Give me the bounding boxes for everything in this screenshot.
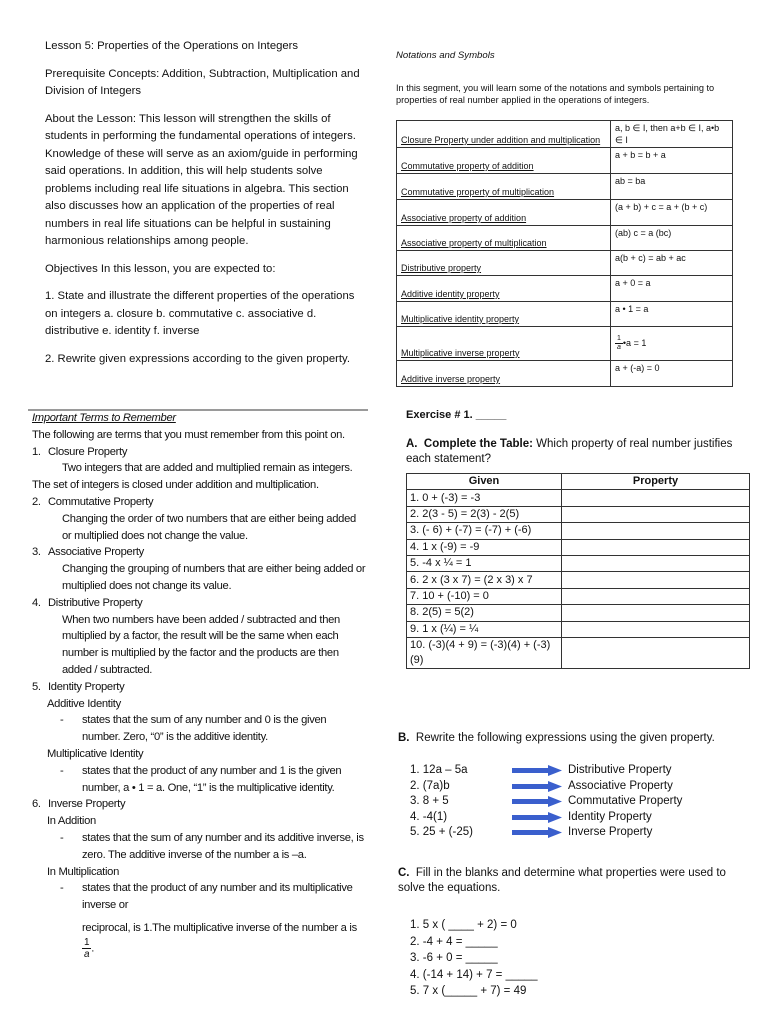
term-associative: 3. Associative Property (32, 546, 144, 559)
notations-title: Notations and Symbols (396, 50, 495, 61)
notation-symbol: $\frac{1}{a}$ •a = 1 (611, 327, 733, 361)
exercise-row (407, 555, 750, 571)
right-arrow-icon (512, 796, 562, 807)
term-commutative-desc: Changing the order of two numbers that are either being added or multiplied does not change the value. (62, 512, 356, 542)
given-statement: 1. 0 + (-3) = -3 (407, 490, 562, 506)
notation-row (397, 327, 733, 361)
exercise-row (407, 539, 750, 555)
lesson-intro (45, 38, 360, 378)
notation-property-name: Associative property of multiplication (401, 238, 547, 248)
term-additive-identity-desc: - states that the sum of any number and 0 is the given number. Zero, “0” is the additive identity. (60, 714, 327, 744)
rewrite-property: Distributive Property (568, 764, 672, 776)
notation-property-name: Multiplicative identity property (401, 314, 520, 324)
property-answer-cell[interactable] (562, 523, 750, 539)
rewrite-expression: 5. 25 + (-25) (410, 826, 473, 838)
term-distributive-desc: When two numbers have been added / subtracted and then multiplied by a factor, the result will be the same when each number is multiplied by the factor and the products are then added / subtracted. (62, 613, 340, 676)
notation-row (397, 121, 733, 148)
fill-item: 2. -4 + 4 = _____ (410, 935, 498, 948)
terms-intro: The following are terms that you must remember from this point on. (32, 428, 345, 441)
rewrite-property: Commutative Property (568, 795, 683, 807)
given-statement: 2. 2(3 - 5) = 2(3) - 2(5) (407, 506, 562, 522)
notation-row (397, 361, 733, 387)
notation-property-name: Additive inverse property (401, 374, 501, 384)
section-b-instructions: B. Rewrite the following expressions using the given property. (398, 732, 715, 744)
term-multiplicative-identity-desc: - states that the product of any number and 1 is the given number, a • 1 = a. One, “1” is the multiplicative identity. (60, 764, 342, 794)
given-statement: 4. 1 x (-9) = -9 (407, 539, 562, 555)
given-statement: 7. 10 + (-10) = 0 (407, 588, 562, 604)
term-inverse: 6. Inverse Property (32, 798, 126, 811)
lesson-about: About the Lesson: This lesson will strengthen the skills of students in performing the fundamental operations of integers. Knowledge of these will serve as an axiom/guide in performing said operations. In addition, this will help students solve problems including real life situations in algebra. This section also discusses how an application of the properties of real numbers in real life situations can be helpful in sustaining harmonious relationships among people. (45, 112, 358, 247)
reciprocal-fraction: $\frac{1}{a}$ (84, 936, 90, 960)
fill-item: 3. -6 + 0 = _____ (410, 952, 498, 964)
exercise-row (407, 605, 750, 621)
notation-property-name: Distributive property (401, 263, 482, 273)
term-associative-desc: Changing the grouping of numbers that are either being added or multiplied does not change its value. (62, 563, 366, 592)
exercise-row (407, 506, 750, 522)
notation-symbol: ab = ba (611, 174, 733, 200)
notations-section (396, 50, 726, 387)
term-inverse-multiplication-desc-2: reciprocal, is 1.The multiplicative inverse of the number a is $\frac{1}{a}$ . (82, 921, 357, 960)
right-arrow-icon (512, 827, 562, 838)
reciprocal-fraction: $\frac{1}{a}$ (617, 335, 621, 351)
rewrite-item (410, 763, 730, 779)
notation-symbol: a + b = b + a (611, 148, 733, 174)
rewrite-list (410, 763, 730, 841)
notation-symbol: a • 1 = a (611, 302, 733, 327)
term-inverse-multiplication-desc: - states that the product of any number and its multiplicative inverse or (60, 882, 353, 912)
fill-item: 4. (-14 + 14) + 7 = _____ (410, 968, 538, 981)
property-answer-cell[interactable] (562, 490, 750, 506)
col-property: Property (562, 474, 750, 490)
fill-item: 1. 5 x ( ____ + 2) = 0 (410, 919, 517, 931)
col-given: Given (407, 474, 562, 490)
exercise-row (407, 523, 750, 539)
given-statement: 5. -4 x ¼ = 1 (407, 555, 562, 571)
given-statement: 9. 1 x (¼) = ¼ (407, 621, 562, 637)
term-inverse-addition: In Addition (47, 815, 96, 828)
notation-property-name: Commutative property of multiplication (401, 187, 555, 197)
right-arrow-icon (512, 812, 562, 823)
right-arrow-icon (512, 765, 562, 776)
rewrite-expression: 4. -4(1) (410, 810, 448, 823)
term-closure: 1. Closure Property (32, 445, 128, 458)
notation-symbol: a + (-a) = 0 (611, 361, 733, 387)
lesson-objective-1: 1. State and illustrate the different properties of the operations on integers a. closure b. commutative c. associative d. distributive e. identity f. inverse (45, 290, 355, 337)
given-statement: 8. 2(5) = 5(2) (407, 605, 562, 621)
terms-header: Important Terms to Remember (32, 412, 176, 424)
fill-list (410, 917, 538, 1000)
property-answer-cell[interactable] (562, 572, 750, 588)
term-multiplicative-identity: Multiplicative Identity (47, 747, 144, 760)
notation-row (397, 302, 733, 327)
notation-symbol: a + 0 = a (611, 276, 733, 302)
term-commutative: 2. Commutative Property (32, 495, 154, 508)
term-inverse-multiplication: In Multiplication (47, 865, 120, 878)
rewrite-item (410, 810, 730, 826)
exercise-row (407, 621, 750, 637)
rewrite-item (410, 825, 730, 841)
notation-property-name: Additive identity property (401, 289, 500, 299)
property-answer-cell[interactable] (562, 539, 750, 555)
rewrite-item (410, 794, 730, 810)
lesson-objective-2: 2. Rewrite given expressions according to the given property. (45, 352, 350, 365)
rewrite-expression: 1. 12a – 5a (410, 764, 468, 776)
rewrite-property: Inverse Property (568, 826, 653, 838)
term-closure-desc: Two integers that are added and multiplied remain as integers. The set of integers is closed under addition and multiplication. (32, 462, 353, 492)
property-answer-cell[interactable] (562, 555, 750, 571)
property-answer-cell[interactable] (562, 621, 750, 637)
lesson-title: Lesson 5: Properties of the Operations on Integers (45, 40, 299, 52)
notation-row (397, 200, 733, 226)
term-identity: 5. Identity Property (32, 680, 125, 693)
section-a-instructions: A. Complete the Table: Which property of real number justifies each statement? (406, 438, 733, 465)
notation-symbol: (a + b) + c = a + (b + c) (611, 200, 733, 226)
section-c-instructions: C. Fill in the blanks and determine what properties were used to solve the equations. (398, 867, 726, 894)
given-statement: 10. (-3)(4 + 9) = (-3)(4) + (-3)(9) (407, 637, 562, 668)
exercise-row (407, 588, 750, 604)
notation-property-name: Commutative property of addition (401, 161, 534, 171)
rewrite-property: Identity Property (568, 810, 652, 823)
given-statement: 6. 2 x (3 x 7) = (2 x 3) x 7 (407, 572, 562, 588)
rewrite-property: Associative Property (568, 779, 673, 792)
rewrite-item (410, 779, 730, 795)
exercise-row (407, 572, 750, 588)
term-inverse-addition-desc: - states that the sum of any number and its additive inverse, is zero. The additive inverse of the number a is –a. (60, 831, 364, 861)
notation-row (397, 251, 733, 276)
property-answer-cell[interactable] (562, 637, 750, 668)
rewrite-expression: 2. (7a)b (410, 779, 450, 792)
exercise-table (406, 473, 750, 669)
lesson-prereq: Prerequisite Concepts: Addition, Subtraction, Multiplication and Division of Integers (45, 67, 360, 97)
section-a (406, 437, 751, 669)
term-distributive: 4. Distributive Property (32, 596, 143, 609)
notation-property-name: Closure Property under addition and multiplication (401, 135, 601, 145)
notation-row (397, 276, 733, 302)
exercise-title: Exercise # 1. _____ (406, 409, 507, 421)
notation-row (397, 174, 733, 200)
notation-property-name: Associative property of addition (401, 213, 527, 223)
notation-symbol: a, b ∈ I, then a+b ∈ I, a•b ∈ I (611, 121, 733, 148)
property-answer-cell[interactable] (562, 588, 750, 604)
right-arrow-icon (512, 781, 562, 792)
notations-table (396, 120, 733, 387)
terms-section (32, 410, 367, 960)
given-statement: 3. (- 6) + (-7) = (-7) + (-6) (407, 523, 562, 539)
notation-symbol: a(b + c) = ab + ac (611, 251, 733, 276)
notation-row (397, 148, 733, 174)
lesson-objectives: Objectives In this lesson, you are expected to: (45, 262, 276, 275)
exercise-row (407, 490, 750, 506)
notation-symbol: (ab) c = a (bc) (611, 226, 733, 251)
notation-row (397, 226, 733, 251)
rewrite-expression: 3. 8 + 5 (410, 795, 449, 807)
term-additive-identity: Additive Identity (47, 697, 121, 710)
notations-intro: In this segment, you will learn some of the notations and symbols pertaining to properties of real number applied in the operations of integers. (396, 83, 715, 105)
fill-item: 5. 7 x (_____ + 7) = 49 (410, 985, 527, 997)
exercise-row (407, 637, 750, 668)
property-answer-cell[interactable] (562, 506, 750, 522)
notation-property-name: Multiplicative inverse property (401, 348, 520, 358)
property-answer-cell[interactable] (562, 605, 750, 621)
